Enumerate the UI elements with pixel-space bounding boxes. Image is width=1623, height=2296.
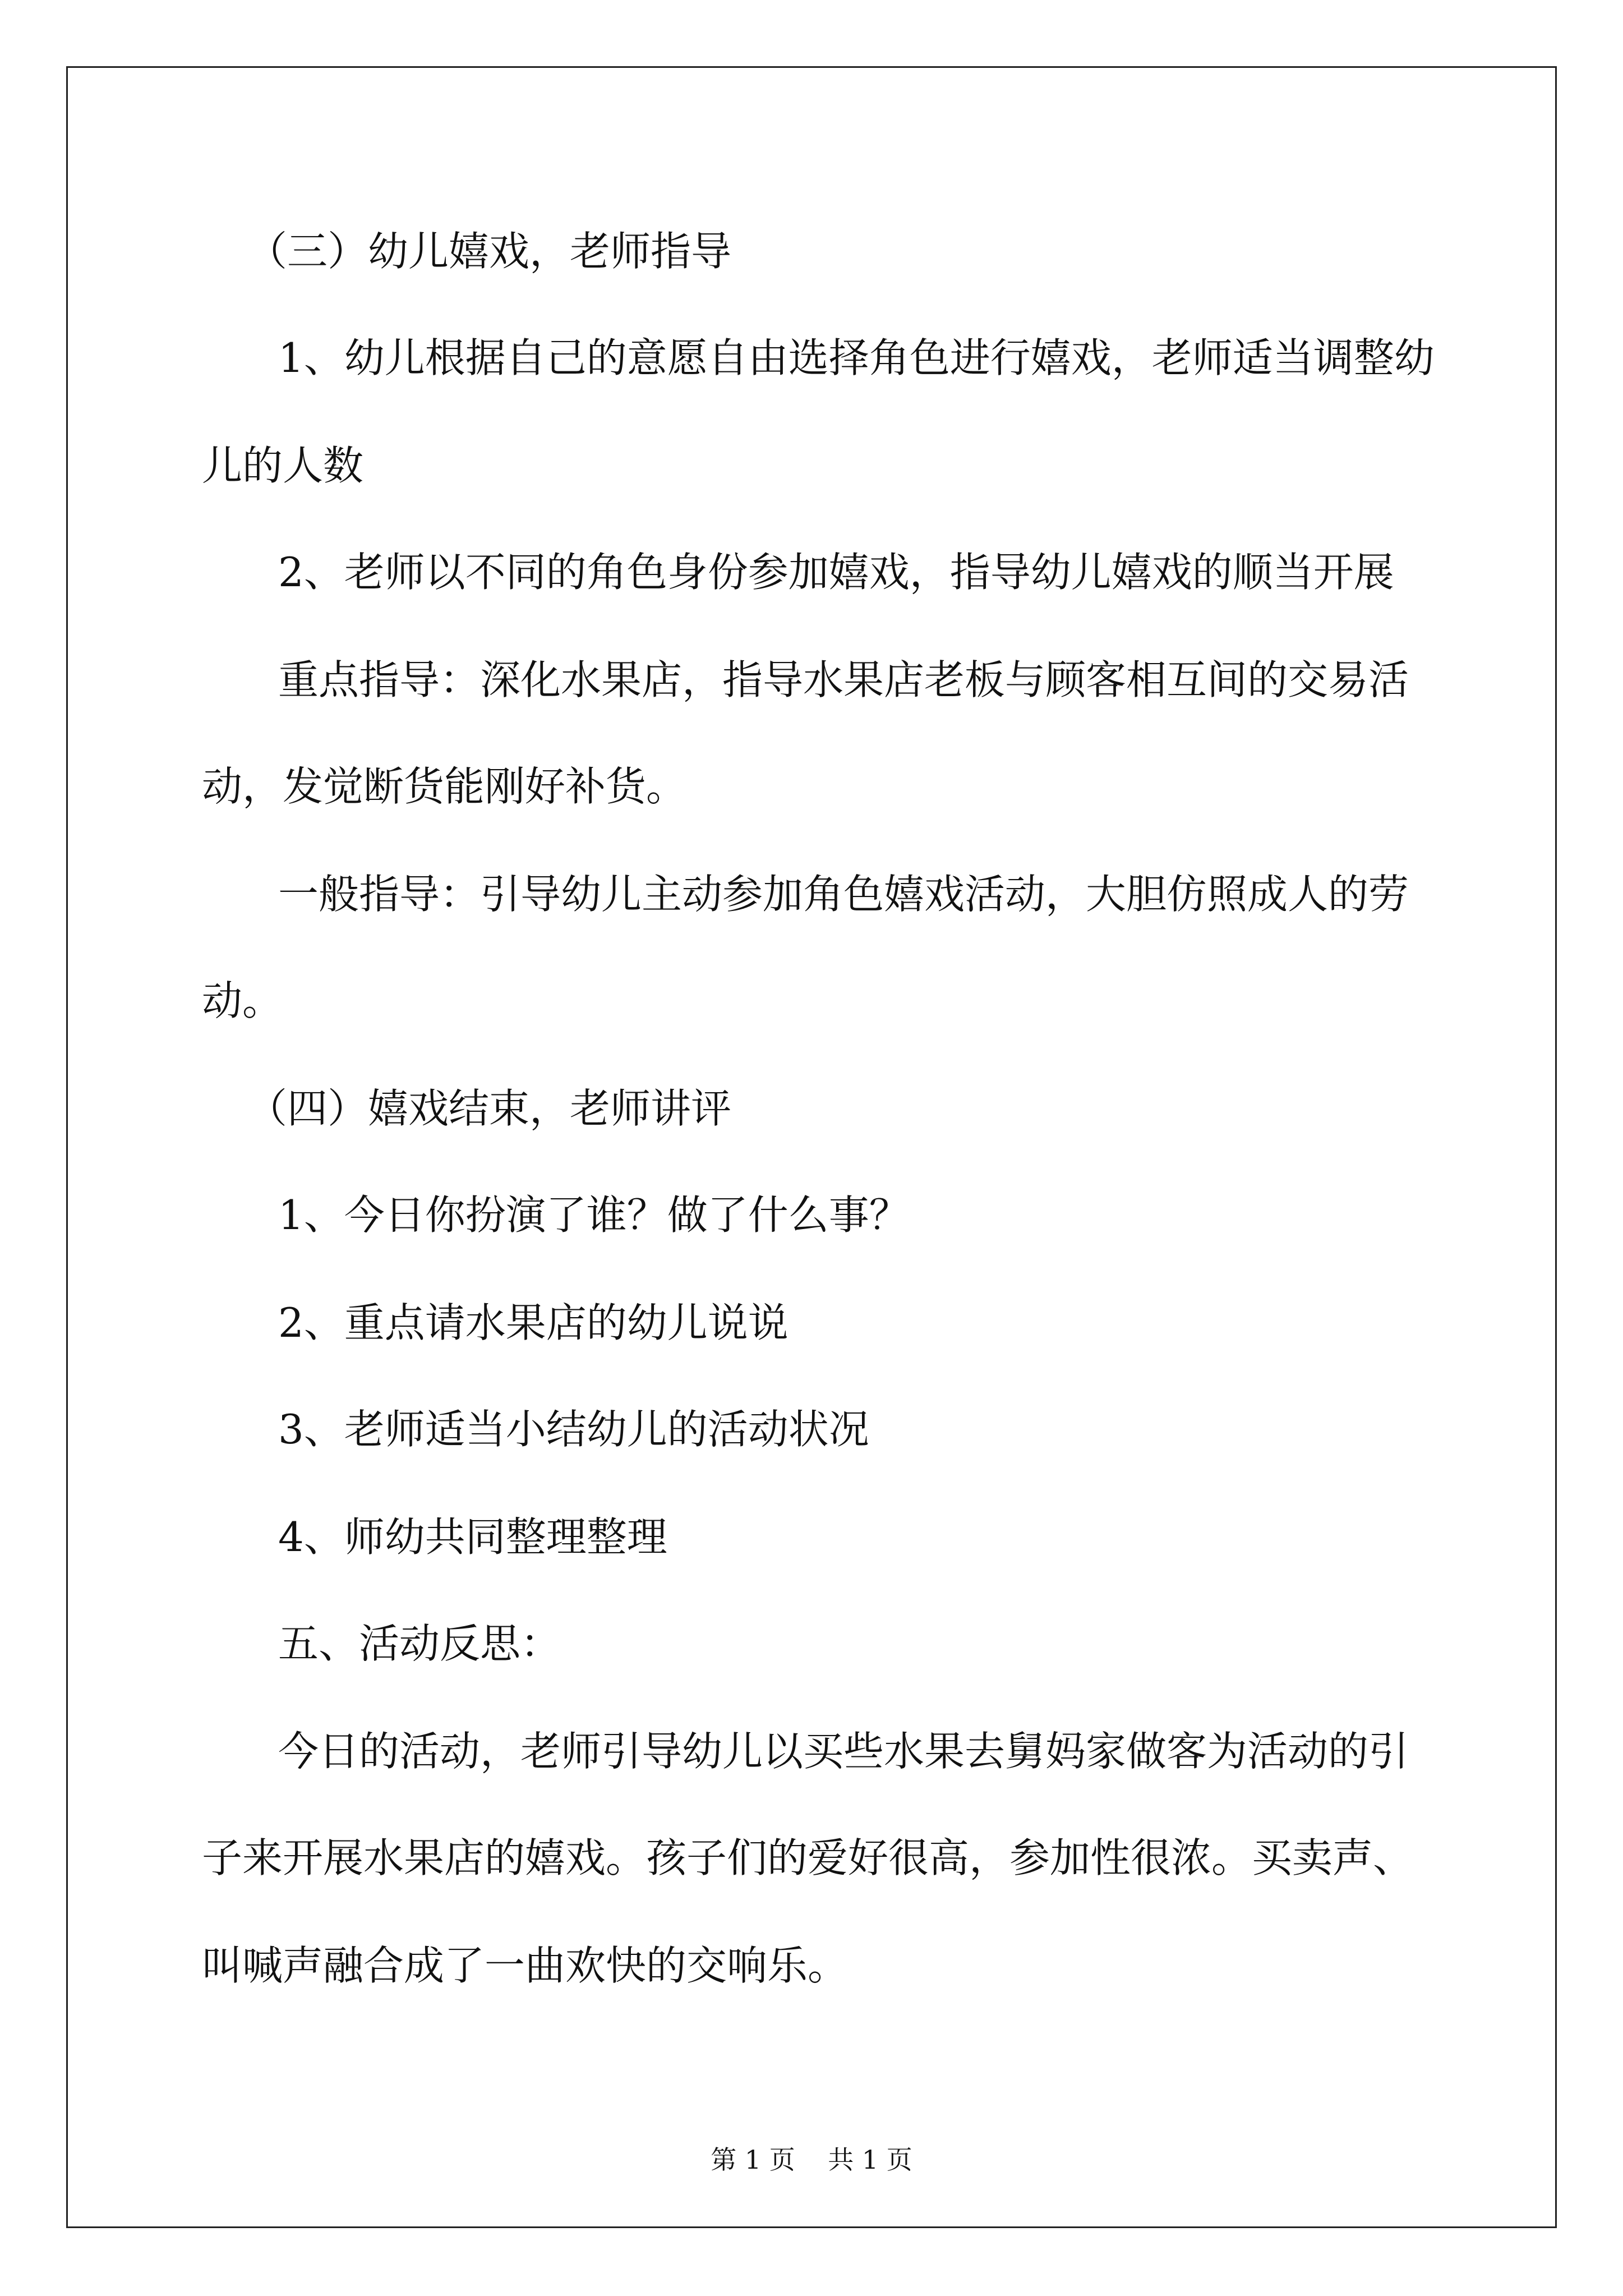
- page-number-footer: 第 1 页 共 1 页: [711, 2145, 912, 2175]
- paragraph-line: 2、老师以不同的角色身份参加嬉戏，指导幼儿嬉戏的顺当开展: [278, 549, 1394, 596]
- paragraph-line: 2、重点请水果店的幼儿说说: [278, 1299, 789, 1346]
- paragraph-line: 叫喊声融合成了一曲欢快的交响乐。: [202, 1942, 849, 1989]
- paragraph-line: 一般指导：引导幼儿主动参加角色嬉戏活动，大胆仿照成人的劳: [278, 871, 1409, 918]
- paragraph-line: 子来开展水果店的嬉戏。孩子们的爱好很高，参加性很浓。买卖声、: [202, 1834, 1414, 1881]
- paragraph-line: 动。: [202, 977, 283, 1024]
- page-border: [66, 66, 1557, 2228]
- section-heading-3: （三）幼儿嬉戏，老师指导: [247, 228, 732, 275]
- paragraph-line: 重点指导：深化水果店，指导水果店老板与顾客相互间的交易活: [278, 656, 1409, 703]
- paragraph-line: 儿的人数: [202, 442, 364, 489]
- paragraph-line: 1、幼儿根据自己的意愿自由选择角色进行嬉戏，老师适当调整幼: [278, 334, 1435, 381]
- section-heading-4: （四）嬉戏结束，老师讲评: [247, 1085, 732, 1132]
- paragraph-line: 动，发觉断货能刚好补货。: [202, 763, 687, 810]
- paragraph-line: 3、老师适当小结幼儿的活动状况: [278, 1406, 869, 1453]
- paragraph-line: 今日的活动，老师引导幼儿以买些水果去舅妈家做客为活动的引: [278, 1728, 1409, 1775]
- paragraph-line: 1、今日你扮演了谁？做了什么事？: [278, 1191, 910, 1239]
- section-heading-5: 五、活动反思：: [278, 1620, 561, 1667]
- paragraph-line: 4、师幼共同整理整理: [278, 1513, 667, 1561]
